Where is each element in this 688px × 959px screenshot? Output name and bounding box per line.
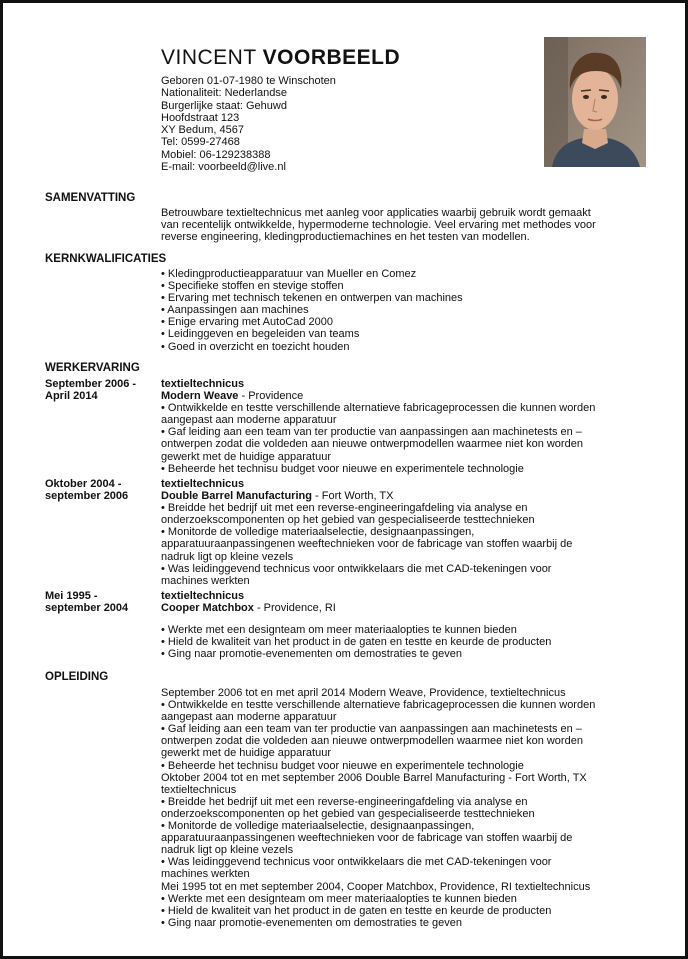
education-line: • Was leidinggevend technicus voor ontwikkelaars die met CAD-tekeningen voor [161,856,552,869]
job-title: textieltechnicus [161,478,245,490]
education-line: • Breidde het bedrijf uit met een reverse-engineeringafdeling via analyse en [161,795,528,808]
education-line: apparatuuraanpassingenen weeftechnieken voor de fabricage van stoffen waarbij de [161,832,573,845]
job-line: aangepast aan moderne apparatuur [161,414,337,427]
job-line: • Was leidinggevend technicus voor ontwikkelaars die met CAD-tekeningen voor [161,562,552,575]
job-date-start: Oktober 2004 - [45,478,122,490]
contact-info [161,75,531,173]
job-entry [161,590,641,660]
education-heading: OPLEIDING [45,671,109,683]
job-line: machines werkten [161,574,250,587]
qualification-item: • Leidinggeven en begeleiden van teams [161,328,360,341]
job-location: - Fort Worth, TX [311,490,394,503]
education-line: aangepast aan moderne apparatuur [161,711,337,724]
education-line: • Beheerde het technisu budget voor nieuwe en experimentele technologie [161,759,524,772]
summary-line: Betrouwbare textieltechnicus met aanleg voor applicaties waarbij gebruik wordt gemaakt [161,207,591,219]
education-line: September 2006 tot en met april 2014 Modern Weave, Providence, textieltechnicus [161,687,566,699]
education-line: textieltechnicus [161,783,237,796]
job-line: • Beheerde het technisu budget voor nieuwe en experimentele technologie [161,462,524,475]
summary-text [161,207,641,243]
job-line: nadruk ligt op kleine vezels [161,550,294,563]
qualification-item: • Aanpassingen aan machines [161,304,309,317]
qualification-item: • Ervaring met technisch tekenen en ontwerpen van machines [161,292,463,305]
education-line: • Ging naar promotie-evenementen om demostraties te geven [161,916,463,929]
summary-line: van recentelijk ontwikkelde, hypermoderne technologie. Veel ervaring met methodes voor [161,219,596,232]
education-line: • Ontwikkelde en testte verschillende alternatieve fabricageprocessen die kunnen worden [161,699,596,712]
mobile: Mobiel: 06-129238388 [161,148,271,161]
job-date-end: september 2004 [45,602,129,615]
job-line: • Gaf leiding aan een team van ter productie van aanpassingen aan machinetests en – [161,426,582,439]
job-line: • Monitorde de volledige materiaalselectie, designaanpassingen, [161,526,475,539]
education-line: Oktober 2004 tot en met september 2006 Double Barrel Manufacturing - Fort Worth, TX [161,771,587,784]
job-title: textieltechnicus [161,378,245,390]
job-title: textieltechnicus [161,590,245,602]
education-line: gewerkt met de huidige apparatuur [161,747,331,760]
job-line: ontwerpen zodat die voldeden aan nieuwe ontwerpmodellen waarmee niet kon worden [161,438,583,451]
job-location: - Providence, RI [253,602,336,615]
resume-header [161,45,531,173]
address-city: XY Bedum, 4567 [161,124,244,137]
job-date [45,590,157,614]
education-line: • Monitorde de volledige materiaalselectie, designaanpassingen, [161,820,475,833]
education-line: machines werkten [161,868,250,881]
job-entry [161,378,641,475]
summary-heading: SAMENVATTING [45,192,136,204]
employer: Cooper Matchbox [161,602,254,615]
qualifications-list [161,268,641,353]
job-line: apparatuuraanpassingenen weeftechnieken voor de fabricage van stoffen waarbij de [161,538,573,551]
job-employer-line [161,490,641,502]
portrait-image [544,37,646,167]
candidate-name [161,45,531,71]
employer: Double Barrel Manufacturing [161,490,312,503]
job-date [45,478,157,502]
job-location: - Providence [238,390,304,403]
qualification-item: • Specifieke stoffen en stevige stoffen [161,280,344,293]
education-line: • Gaf leiding aan een team van ter productie van aanpassingen aan machinetests en – [161,723,582,736]
job-employer-line [161,602,641,614]
education-line: ontwerpen zodat die voldeden aan nieuwe ontwerpmodellen waarmee niet kon worden [161,735,583,748]
job-employer-line [161,390,641,402]
nationality: Nationaliteit: Nederlandse [161,87,287,100]
job-date-end: April 2014 [45,390,98,403]
education-line: nadruk ligt op kleine vezels [161,844,294,857]
qualification-item: • Goed in overzicht en toezicht houden [161,340,350,353]
job-date-start: Mei 1995 - [45,590,98,602]
education-text [161,687,641,929]
profile-photo [544,37,646,167]
education-line: Mei 1995 tot en met september 2004, Cooper Matchbox, Providence, RI textieltechnicus [161,880,591,893]
job-line: onderzoekscomponenten op het gebied van gespecialiseerde testtechnieken [161,514,535,527]
job-line: • Breidde het bedrijf uit met een reverse-engineeringafdeling via analyse en [161,502,528,515]
experience-heading: WERKERVARING [45,362,140,374]
job-line: • Werkte met een designteam om meer materiaalopties te kunnen bieden [161,624,517,637]
job-entry [161,478,641,587]
address-street: Hoofdstraat 123 [161,111,240,124]
marital-status: Burgerlijke staat: Gehuwd [161,99,287,112]
job-line: gewerkt met de huidige apparatuur [161,450,331,463]
job-line: • Hield de kwaliteit van het product in de gaten en testte en keurde de producten [161,636,552,649]
last-name: VOORBEELD [262,46,401,69]
birth-info: Geboren 01-07-1980 te Winschoten [161,75,336,87]
email: E-mail: voorbeeld@live.nl [161,161,286,174]
employer: Modern Weave [161,390,239,403]
education-line: • Hield de kwaliteit van het product in de gaten en testte en keurde de producten [161,904,552,917]
job-date [45,378,157,402]
phone: Tel: 0599-27468 [161,136,240,149]
job-date-end: september 2006 [45,490,129,503]
qualification-item: • Kledingproductieapparatuur van Mueller en Comez [161,268,417,280]
education-line: • Werkte met een designteam om meer materiaalopties te kunnen bieden [161,892,517,905]
qualification-item: • Enige ervaring met AutoCad 2000 [161,316,334,329]
job-line: • Ging naar promotie-evenementen om demostraties te geven [161,648,463,661]
qualifications-heading: KERNKWALIFICATIES [45,253,167,265]
spacer [161,614,641,624]
job-line: • Ontwikkelde en testte verschillende alternatieve fabricageprocessen die kunnen worden [161,402,596,415]
job-date-start: September 2006 - [45,378,137,390]
first-name: VINCENT [161,46,257,69]
summary-line: reverse engineering, kledingproductiemachines en het testen van modellen. [161,231,530,244]
education-line: onderzoekscomponenten op het gebied van gespecialiseerde testtechnieken [161,807,535,820]
